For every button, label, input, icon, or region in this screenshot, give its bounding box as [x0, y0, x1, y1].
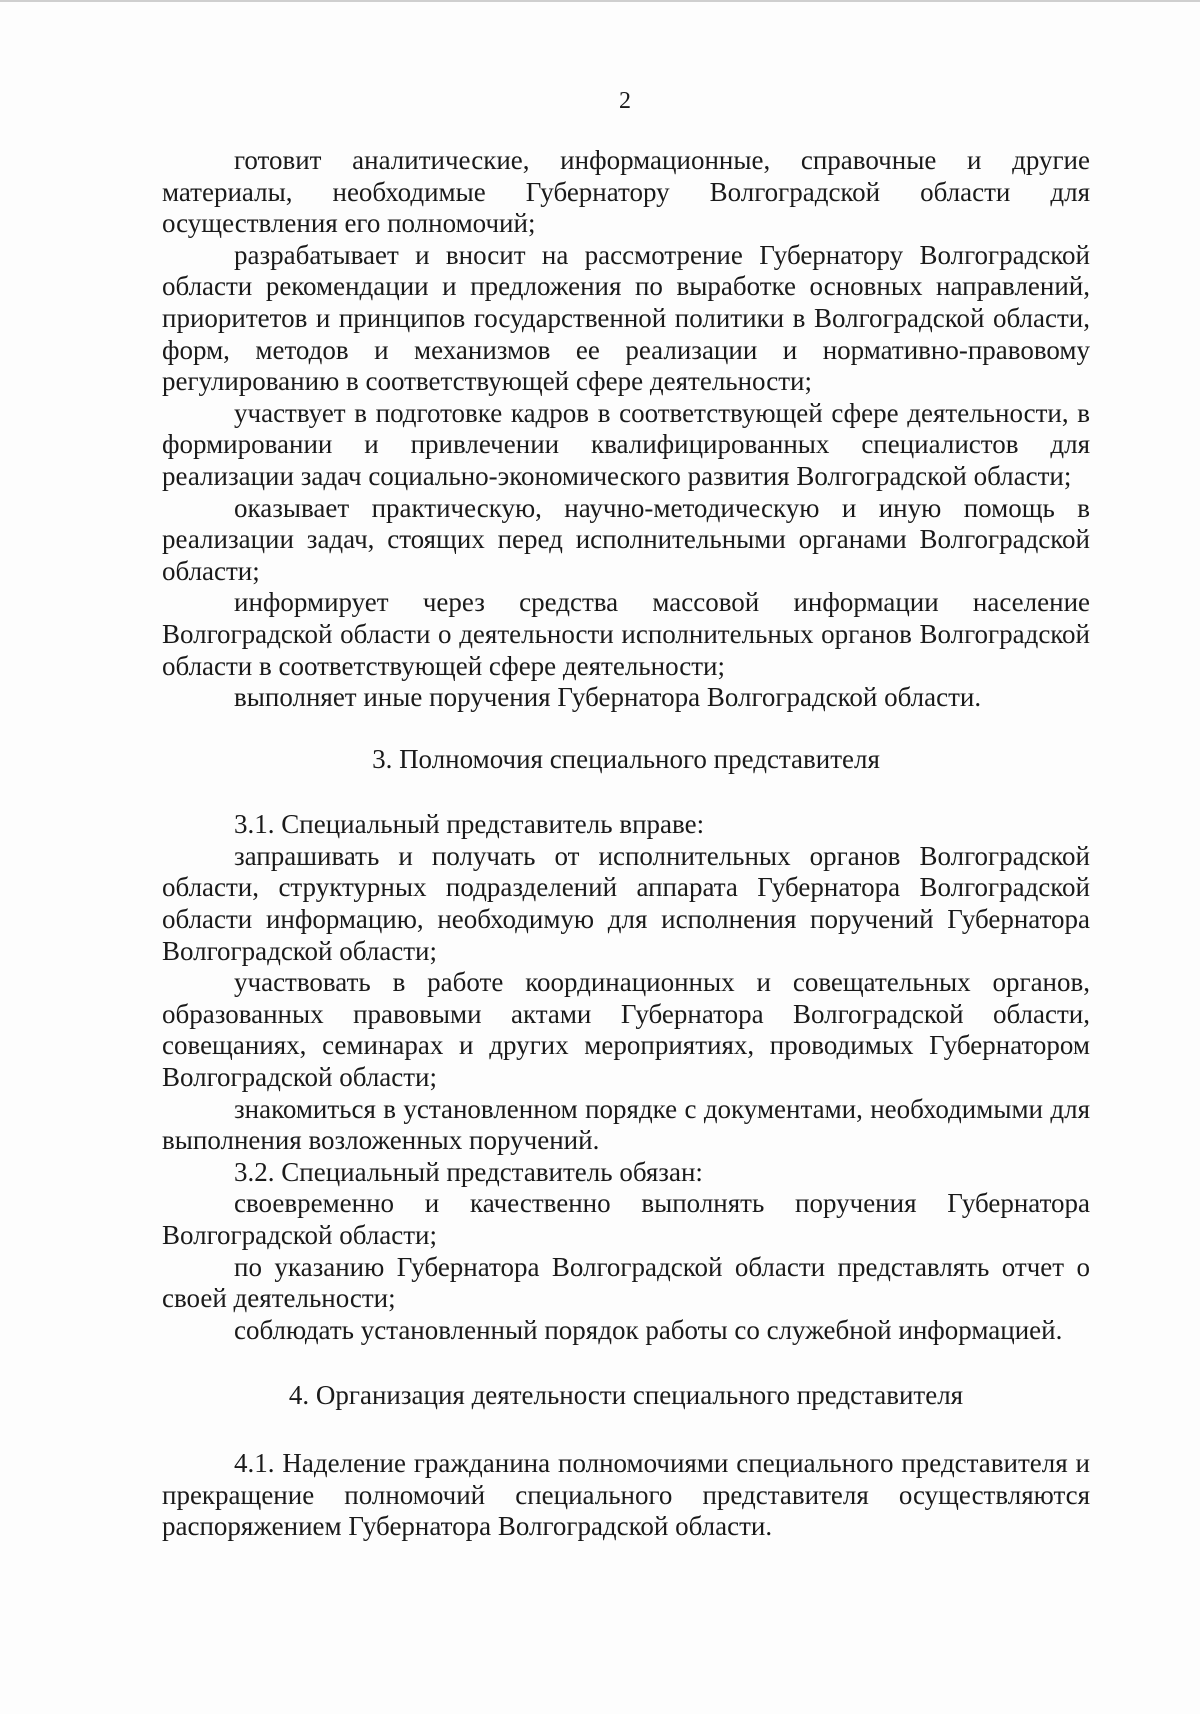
paragraph: запрашивать и получать от исполнительных органов Волгоградской области, структурных подразделений аппарата Губернатора Волгоградской области информацию, необходимую для исполнения поручений Губернатора Волгоградской области; [162, 840, 1090, 966]
paragraph: 3.2. Специальный представитель обязан: [234, 1156, 703, 1187]
paragraph: своевременно и качественно выполнять поручения Губернатора Волгоградской области; [162, 1188, 1090, 1250]
section-3-heading: 3. Полномочия специального представителя [372, 743, 880, 774]
paragraph: 3.1. Специальный представитель вправе: [234, 809, 705, 840]
section-4-heading: 4. Организация деятельности специального представителя [288, 1380, 964, 1411]
paragraph: участвовать в работе координационных и совещательных органов, образованных правовыми актами Губернатора Волгоградской области, совещаниях, семинарах и других мероприятиях, проводимых Губернатором Волгоградской области; [162, 967, 1090, 1093]
paragraph: оказывает практическую, научно-методическую и иную помощь в реализации задач, стоящих перед исполнительными органами Волгоградской области; [162, 492, 1090, 586]
scan-edge-top [0, 0, 1200, 2]
paragraph: готовит аналитические, информационные, справочные и другие материалы, необходимые Губернатору Волгоградской области для осуществления его полномочий; [162, 145, 1090, 239]
paragraph: по указанию Губернатора Волгоградской области представлять отчет о своей деятельности; [162, 1251, 1090, 1314]
paragraph: знакомиться в установленном порядке с документами, необходимыми для выполнения возложенных поручений. [162, 1093, 1090, 1156]
paragraph: 4.1. Наделение гражданина полномочиями специального представителя и прекращение полномочий специального представителя осуществляются распоряжением Губернатора Волгоградской области. [162, 1447, 1090, 1542]
paragraph: разрабатывает и вносит на рассмотрение Губернатору Волгоградской области рекомендации и предложения по выработке основных направлений, приоритетов и принципов государственной политики в Волгоградской области, форм, методов и механизмов ее реализации и нормативно-правовому регулированию в соответствующей сфере деятельности; [162, 239, 1090, 397]
paragraph: участвует в подготовке кадров в соответствующей сфере деятельности, в формировании и привлечении квалифицированных специалистов для реализации задач социально-экономического развития Волгоградской области; [162, 397, 1090, 491]
document-body [162, 145, 1090, 1543]
page-number: 2 [619, 88, 631, 114]
paragraph: выполняет иные поручения Губернатора Волгоградской области. [234, 682, 982, 713]
paragraph: соблюдать установленный порядок работы со служебной информацией. [234, 1314, 1063, 1345]
paragraph: информирует через средства массовой информации население Волгоградской области о деятельности исполнительных органов Волгоградской области в соответствующей сфере деятельности; [162, 587, 1090, 681]
